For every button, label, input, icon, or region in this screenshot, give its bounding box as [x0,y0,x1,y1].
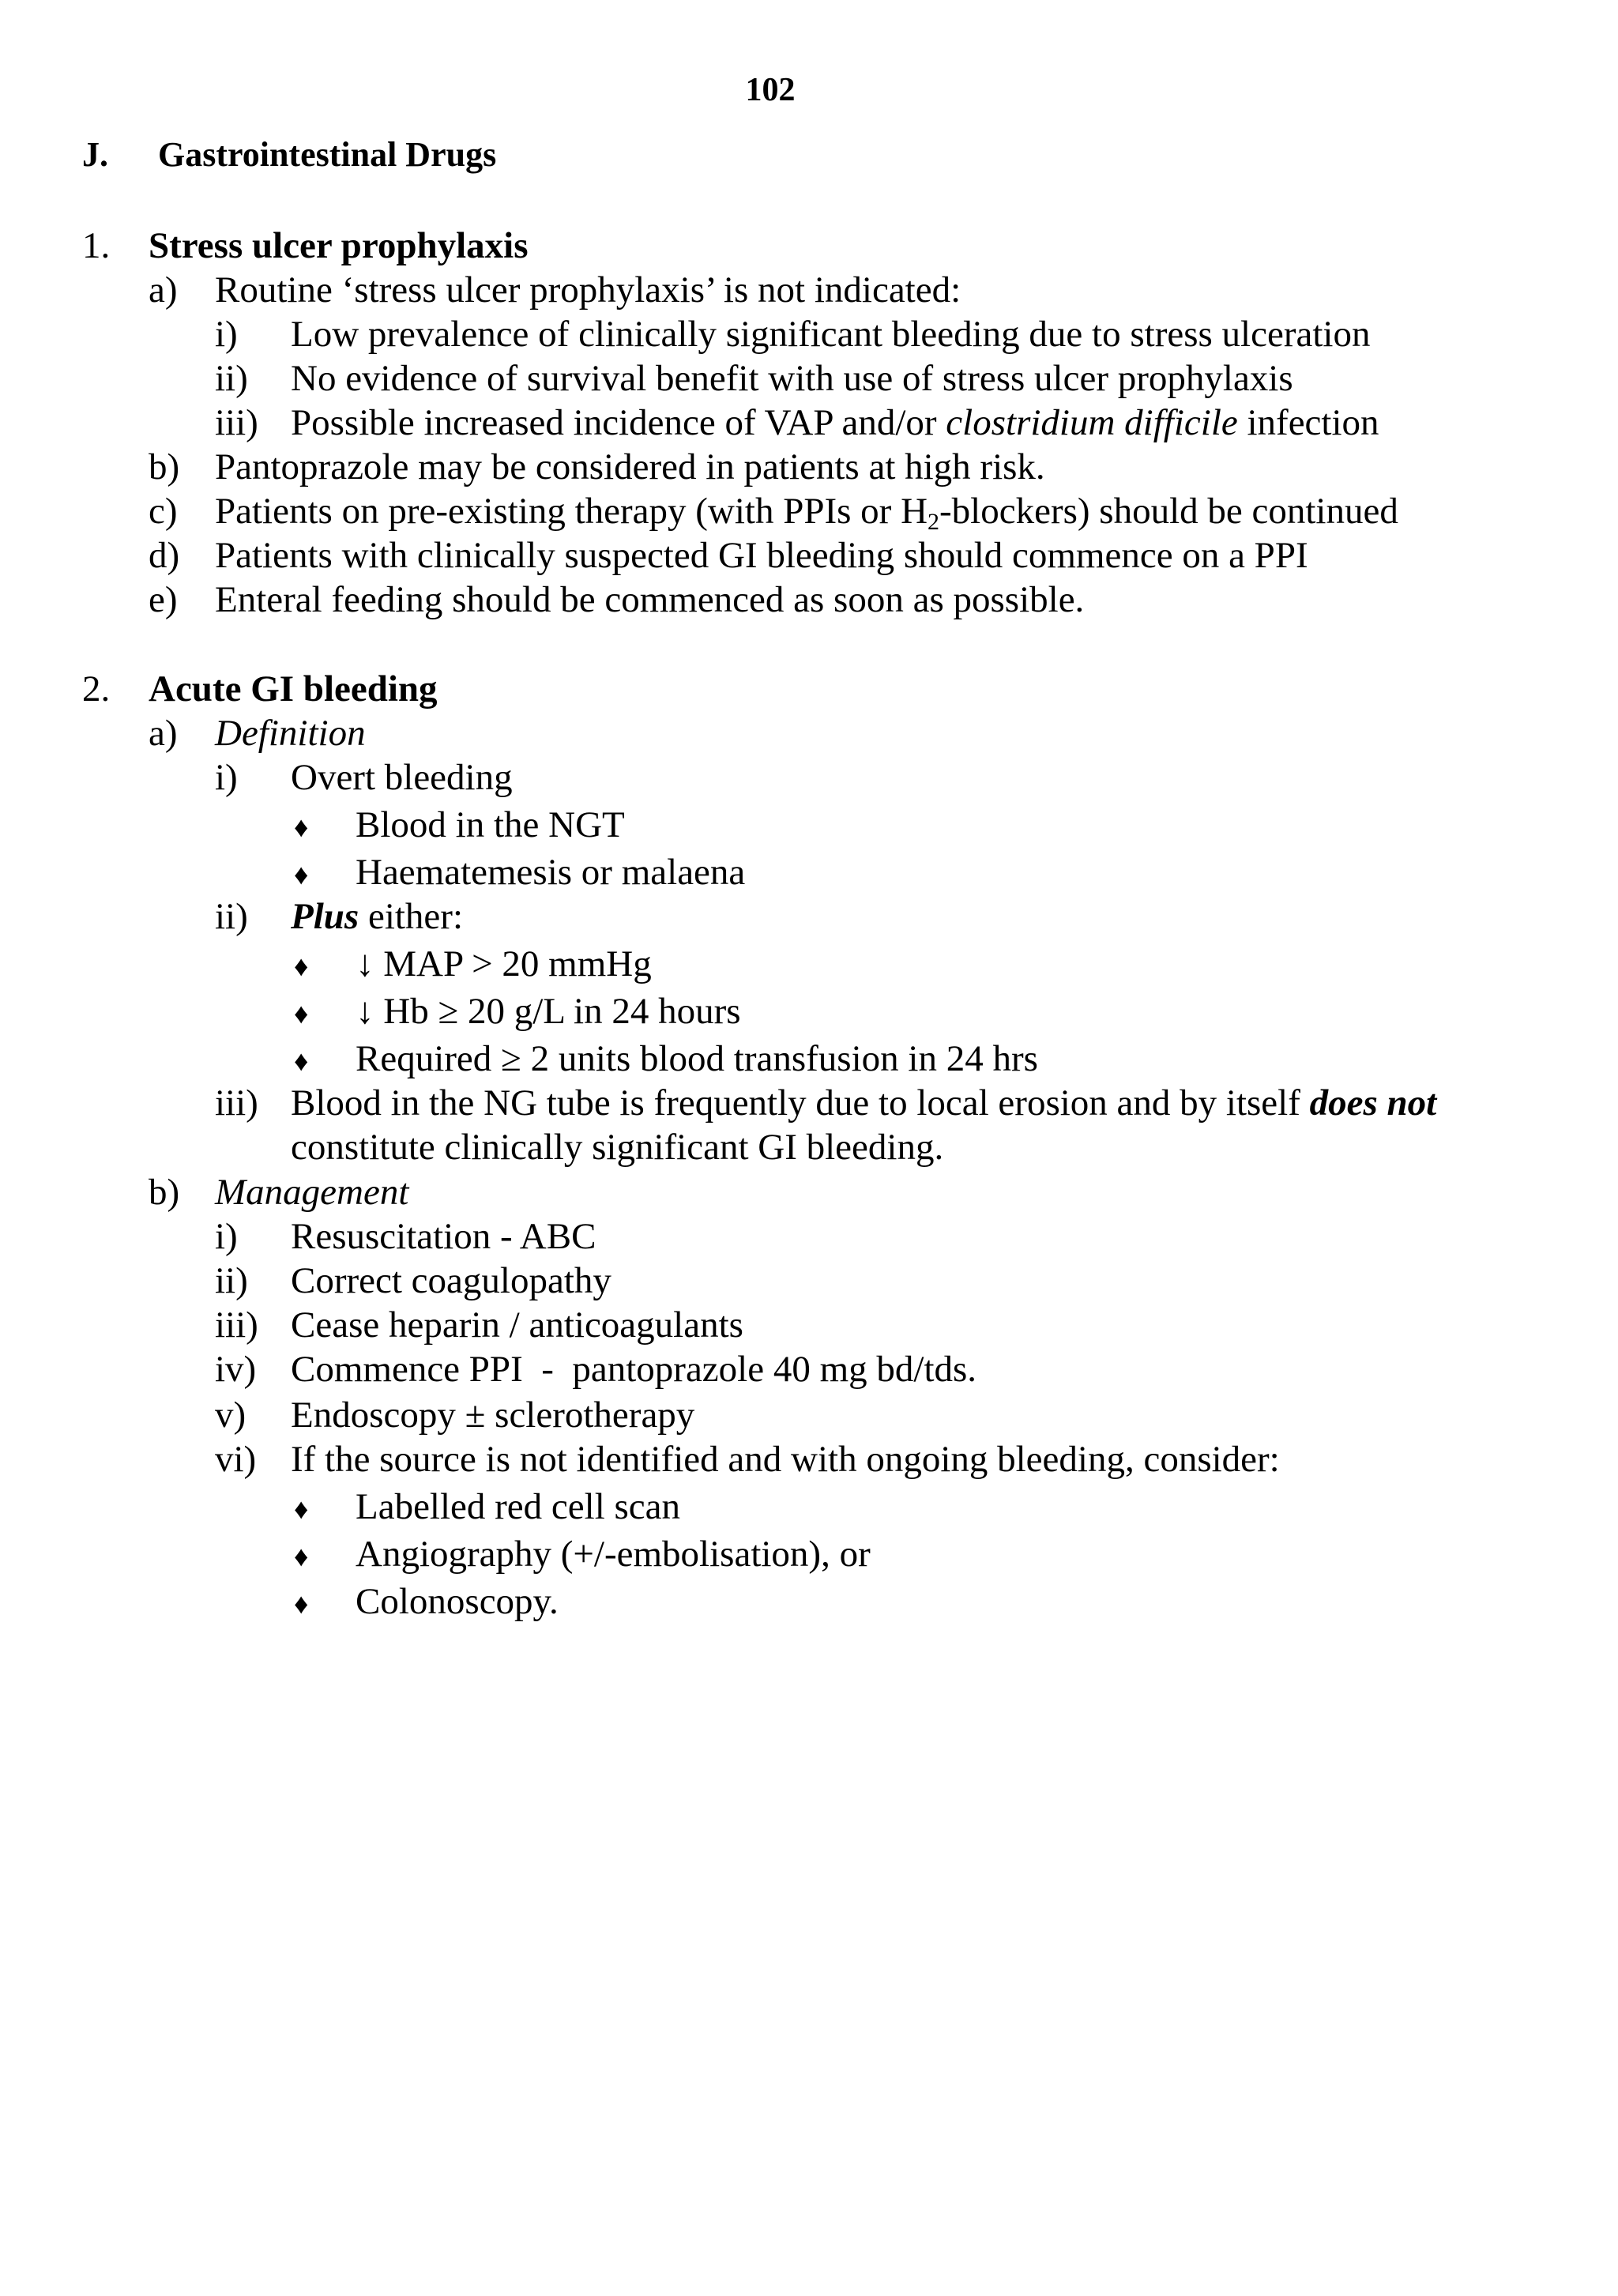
s1-a-i-label: i) [215,314,238,355]
s2-a-ii-bullet-3: Required ≥ 2 units blood transfusion in 24 hrs [356,1038,1038,1079]
s1-a-ii-text: No evidence of survival benefit with use of stress ulcer prophylaxis [291,358,1293,399]
s1-a-iii-text-post: infection [1237,402,1379,443]
s2-a-iii-label: iii) [215,1082,258,1124]
s2-a-iii-text-pre: Blood in the NG tube is frequently due to local erosion and by itself [291,1082,1310,1124]
s2-a-i-text: Overt bleeding [291,757,513,798]
s2-b-title: Management [215,1172,409,1213]
s1-c-text [215,489,1398,533]
diamond-bullet-icon: ♦ [294,998,309,1029]
diamond-bullet-icon: ♦ [294,859,309,890]
s1-a-label: a) [149,269,178,311]
s2-b-item-3-label: iii) [215,1304,258,1346]
s2-b-bullet-3: Colonoscopy. [356,1581,559,1622]
section-letter: J. [82,135,108,174]
s2-a-ii-text-bold-italic: Plus [291,896,359,937]
diamond-bullet-icon: ♦ [294,811,309,843]
s2-a-ii-text-post: either: [359,896,464,937]
s2-a-title: Definition [215,713,366,754]
s2-b-bullet-1: Labelled red cell scan [356,1486,681,1527]
s2-b-item-5-label: v) [215,1395,246,1436]
diamond-bullet-icon: ♦ [294,1045,309,1077]
s1-b-text: Pantoprazole may be considered in patients at high risk. [215,446,1045,487]
diamond-bullet-icon: ♦ [294,950,309,982]
s1-c-subscript: 2 [928,509,940,535]
s1-a-text: Routine ‘stress ulcer prophylaxis’ is not indicated: [215,269,961,311]
s1-e-text: Enteral feeding should be commenced as soon as possible. [215,579,1085,620]
s2-b-item-2-text: Correct coagulopathy [291,1260,611,1301]
section-2-title: Acute GI bleeding [149,668,438,710]
s1-a-iii-text [291,401,1379,445]
s1-a-ii-label: ii) [215,358,248,399]
s2-a-label: a) [149,713,178,754]
s1-e-label: e) [149,579,178,620]
s1-c-label: c) [149,491,178,532]
s1-a-iii-text-italic: clostridium difficile [946,402,1238,443]
s1-d-label: d) [149,535,180,576]
s2-a-iii-text [291,1081,1436,1125]
s2-a-i-label: i) [215,757,238,798]
s2-b-item-4-text: Commence PPI - pantoprazole 40 mg bd/tds. [291,1349,977,1390]
s2-a-iii-text-bold-italic: does not [1309,1082,1437,1124]
s2-a-iii-text-line2: constitute clinically significant GI bleeding. [291,1127,944,1168]
s2-a-ii-text [291,894,463,939]
s2-b-item-4-label: iv) [215,1349,257,1390]
s1-b-label: b) [149,446,180,487]
s2-b-item-3-text: Cease heparin / anticoagulants [291,1304,743,1346]
s2-b-bullet-2: Angiography (+/-embolisation), or [356,1534,871,1575]
section-title: Gastrointestinal Drugs [158,135,497,174]
s1-d-text: Patients with clinically suspected GI bleeding should commence on a PPI [215,535,1308,576]
section-2-number: 2. [82,668,111,710]
section-1-title: Stress ulcer prophylaxis [149,225,529,266]
s2-b-item-6-text: If the source is not identified and with ongoing bleeding, consider: [291,1439,1280,1480]
s2-b-item-5-text: Endoscopy ± sclerotherapy [291,1395,695,1436]
s2-a-ii-bullet-1: ↓ MAP > 20 mmHg [356,943,652,984]
s2-b-label: b) [149,1172,180,1213]
s1-c-text-pre: Patients on pre-existing therapy (with PPIs or H [215,491,928,532]
section-1-number: 1. [82,225,111,266]
s2-a-i-bullet-2: Haematemesis or malaena [356,852,746,893]
s2-a-ii-bullet-2: ↓ Hb ≥ 20 g/L in 24 hours [356,991,741,1032]
s2-a-ii-label: ii) [215,896,248,937]
s2-b-item-1-label: i) [215,1216,238,1257]
s2-b-item-6-label: vi) [215,1439,257,1480]
diamond-bullet-icon: ♦ [294,1493,309,1525]
s2-b-item-2-label: ii) [215,1260,248,1301]
s1-a-i-text: Low prevalence of clinically significant bleeding due to stress ulceration [291,314,1371,355]
s1-a-iii-label: iii) [215,402,258,443]
diamond-bullet-icon: ♦ [294,1541,309,1572]
s1-a-iii-text-pre: Possible increased incidence of VAP and/or [291,402,946,443]
page-number: 102 [745,72,796,108]
s2-b-item-1-text: Resuscitation - ABC [291,1216,596,1257]
s2-a-i-bullet-1: Blood in the NGT [356,804,625,845]
s1-c-text-post: -blockers) should be continued [939,491,1398,532]
diamond-bullet-icon: ♦ [294,1588,309,1620]
